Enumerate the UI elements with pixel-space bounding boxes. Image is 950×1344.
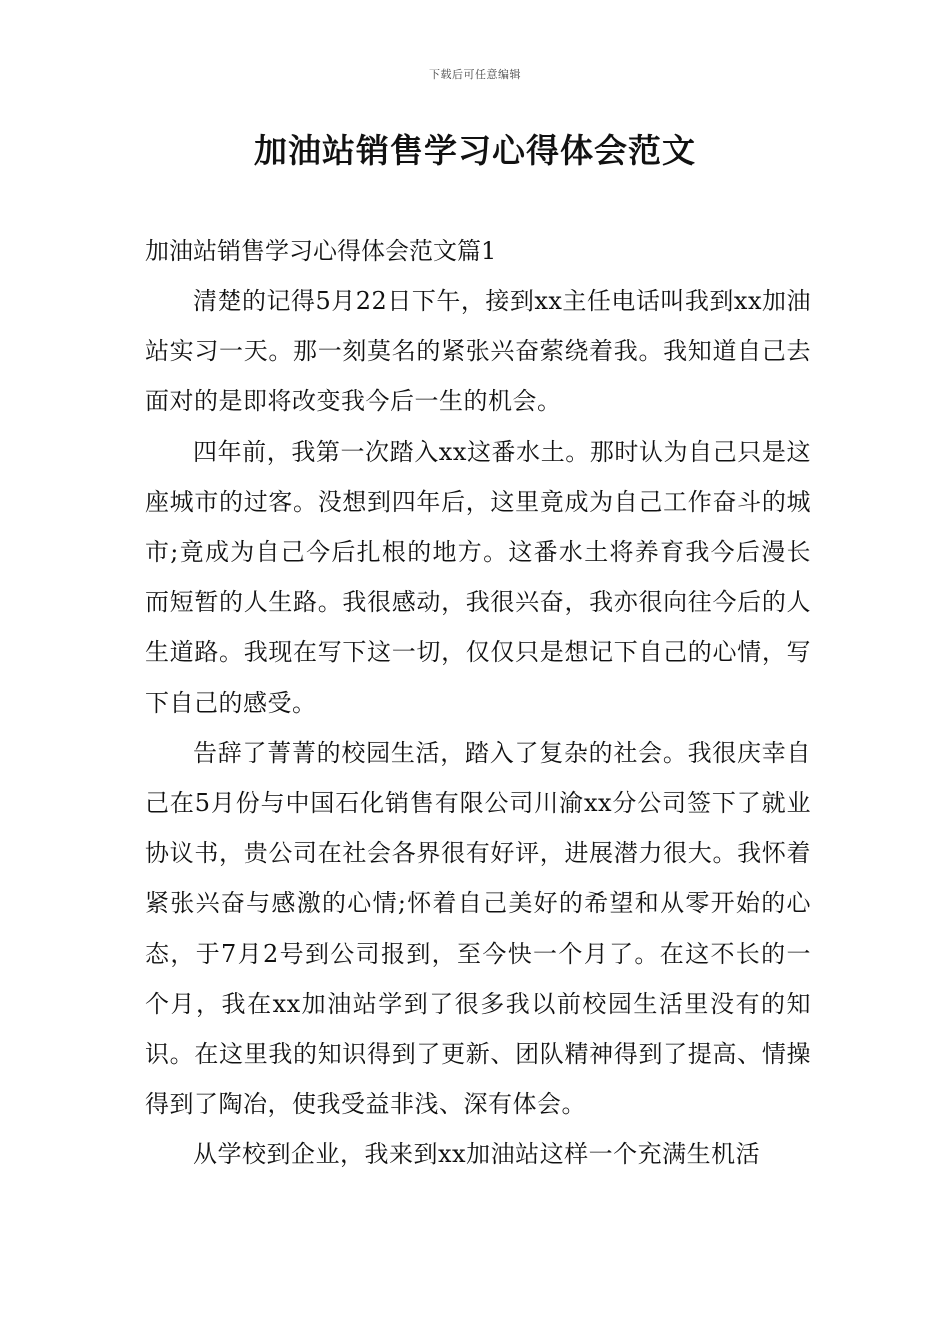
paragraph: 清楚的记得5月22日下午，接到xx主任电话叫我到xx加油站实习一天。那一刻莫名的紧张兴奋萦绕着我。我知道自己去面对的是即将改变我今后一生的机会。 bbox=[145, 287, 811, 416]
document-body bbox=[145, 226, 811, 1180]
paragraph: 从学校到企业，我来到xx加油站这样一个充满生机活 bbox=[193, 1140, 761, 1169]
paragraph: 告辞了菁菁的校园生活，踏入了复杂的社会。我很庆幸自己在5月份与中国石化销售有限公司川渝xx分公司签下了就业协议书，贵公司在社会各界很有好评，进展潜力很大。我怀着紧张兴奋与感激的心情;怀着自己美好的希望和从零开始的心态，于7月2号到公司报到，至今快一个月了。在这不长的一个月，我在xx加油站学到了很多我以前校园生活里没有的知识。在这里我的知识得到了更新、团队精神得到了提高、情操得到了陶冶，使我受益非浅、深有体会。 bbox=[145, 738, 811, 1119]
document-title: 加油站销售学习心得体会范文 bbox=[254, 131, 696, 170]
paragraph: 四年前，我第一次踏入xx这番水土。那时认为自己只是这座城市的过客。没想到四年后，这里竟成为自己工作奋斗的城市;竟成为自己今后扎根的地方。这番水土将养育我今后漫长而短暂的人生路。我很感动，我很兴奋，我亦很向往今后的人生道路。我现在写下这一切，仅仅只是想记下自己的心情，写下自己的感受。 bbox=[145, 437, 811, 717]
header-note: 下载后可任意编辑 bbox=[429, 68, 521, 81]
section-heading: 加油站销售学习心得体会范文篇1 bbox=[145, 237, 497, 265]
